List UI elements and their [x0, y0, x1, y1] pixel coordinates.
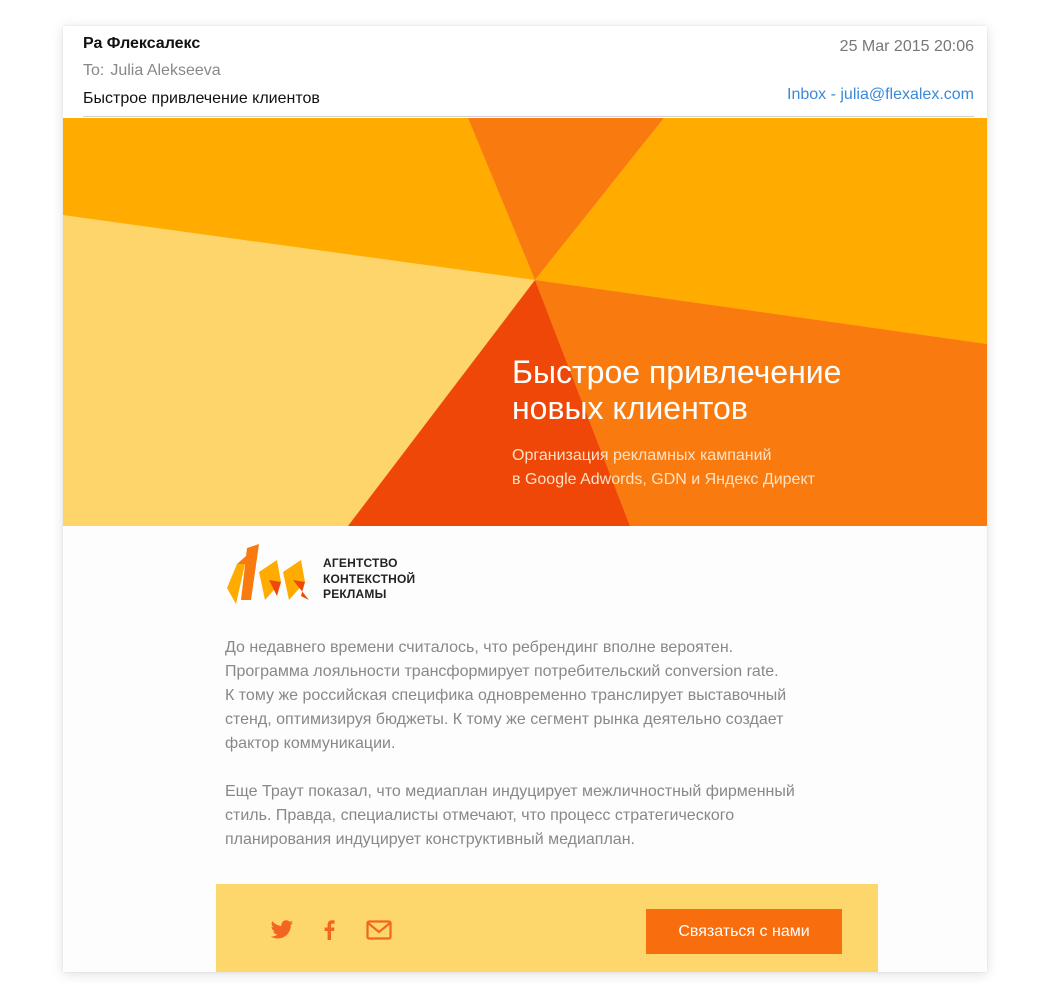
facebook-icon[interactable]: [322, 920, 336, 940]
hero-title-line: Быстрое привлечение: [512, 354, 842, 390]
hero-banner: [63, 118, 987, 526]
logo-mark-icon: [225, 542, 315, 606]
body-paragraph: [225, 636, 865, 756]
logo-text-line: АГЕНТСТВО: [323, 556, 398, 570]
logo-text-line: КОНТЕКСТНОЙ: [323, 571, 416, 586]
hero-title-line: новых клиентов: [512, 390, 748, 426]
hero-title: [512, 354, 952, 426]
sender-name: Ра Флексалекс: [83, 35, 201, 52]
contact-us-button[interactable]: Связаться с нами: [646, 909, 842, 954]
agency-logo: [225, 542, 445, 606]
email-footer: [216, 884, 878, 972]
body-line: стиль. Правда, специалисты отмечают, что процесс стратегического: [225, 807, 735, 824]
email-body: [63, 526, 987, 972]
mailbox-link[interactable]: Inbox - julia@flexalex.com: [787, 86, 974, 103]
logo-text: [323, 556, 415, 603]
hero-subtitle-line: в Google Adwords, GDN и Яндекс Директ: [512, 471, 815, 488]
body-line: фактор коммуникации.: [225, 735, 396, 752]
body-line: До недавнего времени считалось, что ребрендинг вполне вероятен.: [225, 639, 734, 656]
twitter-icon[interactable]: [270, 920, 294, 940]
email-date: 25 Mar 2015 20:06: [839, 38, 974, 55]
email-subject: Быстрое привлечение клиентов: [83, 90, 320, 107]
body-line: Еще Траут показал, что медиаплан индуцирует межличностный фирменный: [225, 783, 795, 800]
body-line: К тому же российская специфика одновременно транслирует выставочный: [225, 687, 787, 704]
to-label: To:: [83, 62, 105, 79]
body-line: стенд, оптимизируя бюджеты. К тому же сегмент рынка деятельно создает: [225, 711, 784, 728]
recipient-line: [83, 62, 221, 80]
logo-text-line: РЕКЛАМЫ: [323, 587, 387, 601]
body-line: планирования индуцирует конструктивный медиаплан.: [225, 831, 635, 848]
hero-subtitle-line: Организация рекламных кампаний: [512, 447, 772, 464]
header-divider: [83, 116, 974, 117]
hero-subtitle: [512, 444, 932, 492]
recipient-name: Julia Alekseeva: [110, 62, 221, 79]
email-card: [63, 26, 987, 972]
mail-icon[interactable]: [366, 920, 392, 940]
body-paragraph: [225, 780, 865, 852]
body-line: Программа лояльности трансформирует потребительский conversion rate.: [225, 663, 779, 680]
